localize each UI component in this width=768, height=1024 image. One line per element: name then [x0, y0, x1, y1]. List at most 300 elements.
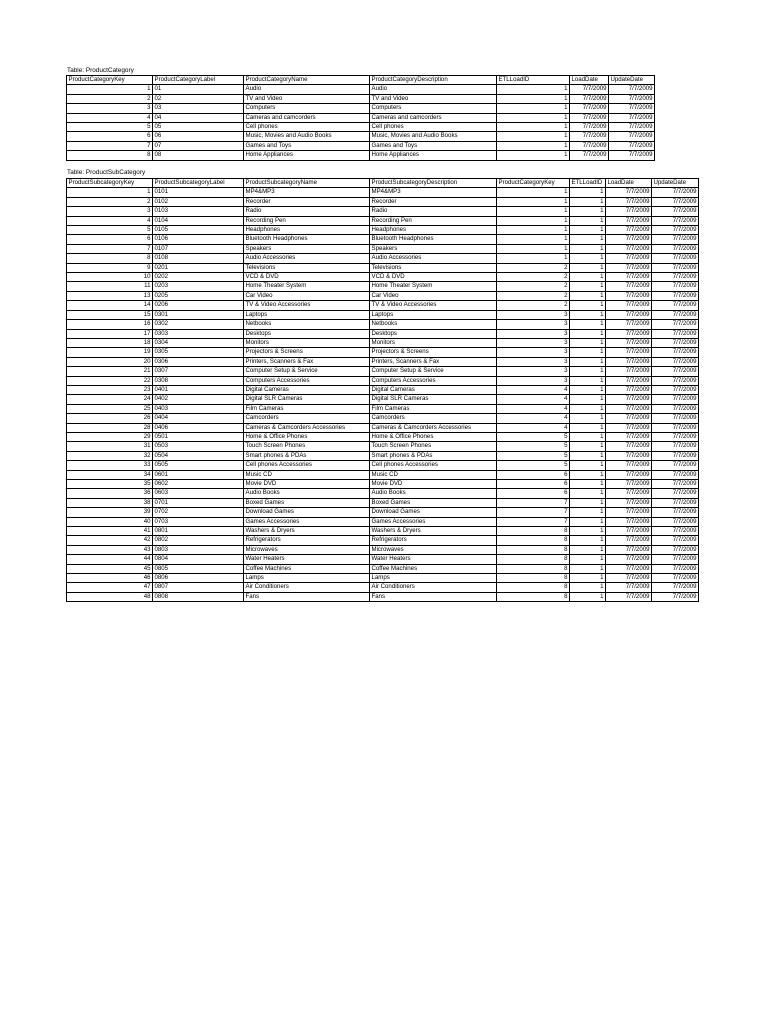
table-cell: 7/7/2009 [652, 395, 699, 404]
table-cell: 1 [570, 207, 606, 216]
table-cell: 1 [570, 348, 606, 357]
table-cell: VCD & DVD [370, 273, 497, 282]
table-cell: 0205 [153, 291, 244, 300]
table-cell: 24 [67, 395, 153, 404]
table-cell: Air Conditioners [244, 583, 370, 592]
table-cell: 7/7/2009 [652, 592, 699, 601]
table-cell: Coffee Machines [370, 564, 497, 573]
table-header-row [67, 179, 699, 188]
table-cell: 0307 [153, 367, 244, 376]
table-cell: 3 [497, 338, 570, 347]
table-cell: 7/7/2009 [652, 489, 699, 498]
table-cell: 7/7/2009 [606, 517, 652, 526]
table-cell: Music, Movies and Audio Books [244, 132, 370, 141]
table-cell: Film Cameras [370, 404, 497, 413]
table-cell: 7/7/2009 [570, 104, 609, 113]
table-cell: 7/7/2009 [606, 536, 652, 545]
table-cell: 0803 [153, 545, 244, 554]
table-cell: 7/7/2009 [606, 489, 652, 498]
table-cell: 7/7/2009 [606, 301, 652, 310]
table-cell: 7/7/2009 [652, 536, 699, 545]
table-cell: Movie DVD [244, 480, 370, 489]
table-cell: 06 [153, 132, 244, 141]
table-cell: 7/7/2009 [606, 357, 652, 366]
table-cell: 34 [67, 470, 153, 479]
table-cell: 0406 [153, 423, 244, 432]
table-cell: Computers Accessories [370, 376, 497, 385]
table-cell: 7/7/2009 [609, 123, 655, 132]
table-cell: 1 [497, 94, 570, 103]
table-row [67, 273, 699, 282]
table-cell: Home Theater System [244, 282, 370, 291]
table-cell: 0401 [153, 385, 244, 394]
table-cell: 7/7/2009 [606, 480, 652, 489]
table-cell: Games Accessories [370, 517, 497, 526]
table-cell: 1 [570, 188, 606, 197]
table-cell: 7/7/2009 [652, 564, 699, 573]
table-cell: 33 [67, 461, 153, 470]
table-cell: 4 [497, 414, 570, 423]
table-cell: Home Theater System [370, 282, 497, 291]
table-cell: 7/7/2009 [652, 216, 699, 225]
table-cell: Audio Accessories [244, 254, 370, 263]
table-cell: 1 [570, 226, 606, 235]
table-cell: 19 [67, 348, 153, 357]
header-product-subcategory-label: ProductSubcategoryLabel [153, 179, 244, 188]
table-cell: 1 [497, 197, 570, 206]
table-cell: 0403 [153, 404, 244, 413]
table-cell: 6 [67, 235, 153, 244]
table-cell: 16 [67, 320, 153, 329]
table-cell: 1 [570, 301, 606, 310]
table-cell: Desktops [244, 329, 370, 338]
table-cell: 43 [67, 545, 153, 554]
table-cell: 1 [570, 197, 606, 206]
table-cell: Water Heaters [370, 555, 497, 564]
table-cell: 45 [67, 564, 153, 573]
table-cell: 0402 [153, 395, 244, 404]
table-cell: Car Video [244, 291, 370, 300]
table-cell: 7/7/2009 [652, 329, 699, 338]
table-cell: 7/7/2009 [652, 461, 699, 470]
table-cell: Home Appliances [370, 151, 497, 160]
table-cell: 1 [570, 592, 606, 601]
table-cell: 1 [570, 583, 606, 592]
table-cell: 7/7/2009 [606, 592, 652, 601]
category-table-caption: Table: ProductCategory [67, 67, 134, 74]
table-cell: 7/7/2009 [570, 132, 609, 141]
header-product-category-label: ProductCategoryLabel [153, 76, 244, 85]
table-row [67, 536, 699, 545]
table-cell: Recording Pen [244, 216, 370, 225]
table-cell: 3 [497, 329, 570, 338]
table-cell: 0104 [153, 216, 244, 225]
table-cell: Digital Cameras [244, 385, 370, 394]
table-cell: 0108 [153, 254, 244, 263]
table-cell: 7/7/2009 [606, 310, 652, 319]
table-row [67, 141, 655, 150]
table-cell: 7/7/2009 [652, 574, 699, 583]
table-cell: 2 [497, 273, 570, 282]
table-cell: 7/7/2009 [606, 461, 652, 470]
table-cell: Music CD [244, 470, 370, 479]
table-cell: 21 [67, 367, 153, 376]
table-row [67, 376, 699, 385]
table-cell: 1 [570, 385, 606, 394]
table-cell: 07 [153, 141, 244, 150]
table-row [67, 404, 699, 413]
table-cell: MP4&MP3 [244, 188, 370, 197]
table-cell: 7/7/2009 [606, 414, 652, 423]
header-etl-load-id: ETLLoadID [570, 179, 606, 188]
table-cell: 7/7/2009 [606, 423, 652, 432]
table-row [67, 545, 699, 554]
table-cell: Digital Cameras [370, 385, 497, 394]
table-row [67, 385, 699, 394]
table-cell: 0808 [153, 592, 244, 601]
table-row [67, 197, 699, 206]
table-cell: 0301 [153, 310, 244, 319]
table-cell: 1 [570, 320, 606, 329]
table-cell: 1 [570, 498, 606, 507]
header-update-date: UpdateDate [652, 179, 699, 188]
table-row [67, 423, 699, 432]
table-cell: 1 [497, 235, 570, 244]
table-cell: 6 [497, 480, 570, 489]
table-cell: 1 [570, 404, 606, 413]
table-cell: Monitors [244, 338, 370, 347]
table-cell: 7/7/2009 [606, 226, 652, 235]
table-cell: 7/7/2009 [570, 85, 609, 94]
table-cell: Home & Office Phones [244, 432, 370, 441]
table-cell: 1 [570, 545, 606, 554]
table-cell: 7/7/2009 [652, 197, 699, 206]
table-cell: Desktops [370, 329, 497, 338]
table-cell: 46 [67, 574, 153, 583]
table-cell: 31 [67, 442, 153, 451]
table-cell: Radio [370, 207, 497, 216]
table-cell: Audio Books [370, 489, 497, 498]
table-cell: 0804 [153, 555, 244, 564]
table-cell: Camcorders [370, 414, 497, 423]
table-cell: 7/7/2009 [606, 527, 652, 536]
table-cell: 1 [570, 216, 606, 225]
table-cell: 7/7/2009 [606, 404, 652, 413]
table-cell: 7/7/2009 [652, 235, 699, 244]
table-cell: TV and Video [244, 94, 370, 103]
table-cell: 1 [570, 536, 606, 545]
table-cell: 7/7/2009 [652, 517, 699, 526]
table-cell: 1 [570, 263, 606, 272]
table-row [67, 527, 699, 536]
table-row [67, 555, 699, 564]
table-cell: 1 [570, 282, 606, 291]
header-product-subcategory-name: ProductSubcategoryName [244, 179, 370, 188]
table-cell: 1 [570, 254, 606, 263]
table-cell: Touch Screen Phones [244, 442, 370, 451]
table-cell: 47 [67, 583, 153, 592]
table-cell: 7/7/2009 [609, 94, 655, 103]
table-cell: 0304 [153, 338, 244, 347]
table-cell: 0302 [153, 320, 244, 329]
table-cell: 1 [67, 85, 153, 94]
table-cell: Movie DVD [370, 480, 497, 489]
table-row [67, 329, 699, 338]
header-load-date: LoadDate [606, 179, 652, 188]
table-cell: TV & Video Accessories [244, 301, 370, 310]
table-cell: 7/7/2009 [652, 404, 699, 413]
table-cell: Cameras and camcorders [370, 113, 497, 122]
table-row [67, 367, 699, 376]
table-cell: Refrigerators [244, 536, 370, 545]
table-row [67, 113, 655, 122]
table-cell: 0101 [153, 188, 244, 197]
table-cell: 38 [67, 498, 153, 507]
table-cell: 40 [67, 517, 153, 526]
header-product-category-description: ProductCategoryDescription [370, 76, 497, 85]
table-cell: 8 [497, 536, 570, 545]
table-cell: 1 [570, 376, 606, 385]
table-cell: Car Video [370, 291, 497, 300]
table-cell: 7/7/2009 [652, 207, 699, 216]
table-row [67, 263, 699, 272]
table-cell: 41 [67, 527, 153, 536]
table-cell: 7/7/2009 [606, 432, 652, 441]
table-cell: Camcorders [244, 414, 370, 423]
table-row [67, 414, 699, 423]
table-cell: Boxed Games [244, 498, 370, 507]
table-cell: 1 [570, 574, 606, 583]
table-cell: 7/7/2009 [606, 273, 652, 282]
table-row [67, 480, 699, 489]
table-cell: 7 [497, 498, 570, 507]
table-cell: 7/7/2009 [609, 104, 655, 113]
table-cell: Netbooks [244, 320, 370, 329]
table-cell: 1 [570, 480, 606, 489]
table-cell: 7/7/2009 [652, 527, 699, 536]
table-cell: 2 [497, 301, 570, 310]
table-cell: Home Appliances [244, 151, 370, 160]
table-cell: 5 [497, 432, 570, 441]
table-cell: 3 [67, 104, 153, 113]
table-cell: 1 [570, 508, 606, 517]
table-cell: 7/7/2009 [652, 301, 699, 310]
header-product-category-key: ProductCategoryKey [497, 179, 570, 188]
table-cell: Computers [244, 104, 370, 113]
table-cell: 1 [497, 207, 570, 216]
table-row [67, 574, 699, 583]
table-cell: Netbooks [370, 320, 497, 329]
table-cell: 7/7/2009 [606, 583, 652, 592]
table-cell: Headphones [244, 226, 370, 235]
table-cell: 5 [497, 442, 570, 451]
table-cell: 39 [67, 508, 153, 517]
table-cell: 0503 [153, 442, 244, 451]
table-cell: 28 [67, 423, 153, 432]
table-cell: 7/7/2009 [606, 244, 652, 253]
table-cell: 29 [67, 432, 153, 441]
table-cell: 03 [153, 104, 244, 113]
table-cell: Water Heaters [244, 555, 370, 564]
table-cell: 7 [497, 508, 570, 517]
table-cell: 7/7/2009 [652, 545, 699, 554]
table-cell: 10 [67, 273, 153, 282]
table-cell: Computers Accessories [244, 376, 370, 385]
table-cell: 0801 [153, 527, 244, 536]
table-cell: 0305 [153, 348, 244, 357]
table-cell: Boxed Games [370, 498, 497, 507]
table-row [67, 254, 699, 263]
table-cell: 02 [153, 94, 244, 103]
table-cell: 8 [497, 555, 570, 564]
table-row [67, 320, 699, 329]
table-cell: 0501 [153, 432, 244, 441]
table-cell: 7/7/2009 [652, 348, 699, 357]
table-cell: 0702 [153, 508, 244, 517]
table-cell: 7/7/2009 [606, 320, 652, 329]
table-cell: 13 [67, 291, 153, 300]
table-cell: 44 [67, 555, 153, 564]
table-cell: Computer Setup & Service [370, 367, 497, 376]
table-cell: VCD & DVD [244, 273, 370, 282]
header-update-date: UpdateDate [609, 76, 655, 85]
table-cell: 7/7/2009 [652, 480, 699, 489]
table-cell: Digital SLR Cameras [244, 395, 370, 404]
table-cell: 0802 [153, 536, 244, 545]
table-cell: 7/7/2009 [652, 338, 699, 347]
table-cell: Recorder [244, 197, 370, 206]
table-cell: 15 [67, 310, 153, 319]
table-cell: 1 [570, 527, 606, 536]
table-cell: 3 [497, 348, 570, 357]
table-cell: 0806 [153, 574, 244, 583]
table-cell: Televisions [370, 263, 497, 272]
table-row [67, 517, 699, 526]
table-cell: Audio Books [244, 489, 370, 498]
table-cell: 6 [497, 489, 570, 498]
table-cell: Fans [244, 592, 370, 601]
table-cell: Cell phones Accessories [370, 461, 497, 470]
table-cell: Home & Office Phones [370, 432, 497, 441]
table-cell: 25 [67, 404, 153, 413]
table-cell: 3 [497, 357, 570, 366]
table-cell: Computers [370, 104, 497, 113]
table-cell: Recording Pen [370, 216, 497, 225]
table-cell: 7/7/2009 [652, 254, 699, 263]
table-cell: 7/7/2009 [652, 555, 699, 564]
table-cell: 1 [497, 226, 570, 235]
table-cell: 7/7/2009 [652, 310, 699, 319]
table-cell: 8 [497, 574, 570, 583]
table-cell: 7 [67, 244, 153, 253]
table-cell: Smart phones & PDAs [244, 451, 370, 460]
table-row [67, 489, 699, 498]
table-cell: 8 [497, 527, 570, 536]
table-cell: 22 [67, 376, 153, 385]
table-cell: Games and Toys [244, 141, 370, 150]
table-cell: 7/7/2009 [652, 263, 699, 272]
table-cell: 1 [570, 461, 606, 470]
table-row [67, 395, 699, 404]
table-cell: 1 [497, 132, 570, 141]
table-cell: 8 [497, 545, 570, 554]
table-cell: 2 [497, 291, 570, 300]
table-cell: 7/7/2009 [606, 188, 652, 197]
table-cell: Washers & Dryers [370, 527, 497, 536]
table-cell: 05 [153, 123, 244, 132]
table-row [67, 244, 699, 253]
table-cell: 1 [570, 451, 606, 460]
header-etl-load-id: ETLLoadID [497, 76, 570, 85]
table-cell: Projectors & Screens [370, 348, 497, 357]
table-cell: 7/7/2009 [606, 545, 652, 554]
table-cell: Bluetooth Headphones [244, 235, 370, 244]
table-cell: Download Games [370, 508, 497, 517]
table-cell: 1 [570, 367, 606, 376]
table-cell: 1 [497, 123, 570, 132]
table-cell: 3 [497, 310, 570, 319]
table-cell: 7/7/2009 [606, 263, 652, 272]
table-cell: 7/7/2009 [570, 123, 609, 132]
table-cell: 7/7/2009 [570, 141, 609, 150]
table-cell: 7/7/2009 [609, 113, 655, 122]
table-cell: 08 [153, 151, 244, 160]
table-cell: 7/7/2009 [652, 244, 699, 253]
table-cell: 7/7/2009 [606, 207, 652, 216]
table-cell: 1 [570, 423, 606, 432]
header-product-category-name: ProductCategoryName [244, 76, 370, 85]
table-cell: 1 [570, 414, 606, 423]
table-cell: Laptops [370, 310, 497, 319]
table-cell: 1 [570, 395, 606, 404]
table-row [67, 151, 655, 160]
table-cell: Audio Accessories [370, 254, 497, 263]
table-cell: 7/7/2009 [606, 508, 652, 517]
table-cell: 2 [497, 282, 570, 291]
table-cell: 5 [67, 123, 153, 132]
table-cell: 8 [67, 254, 153, 263]
table-cell: 7/7/2009 [606, 329, 652, 338]
table-cell: Microwaves [244, 545, 370, 554]
table-header-row [67, 76, 655, 85]
table-cell: Coffee Machines [244, 564, 370, 573]
subcategory-table-caption: Table: ProductSubCategory [67, 169, 146, 176]
table-row [67, 226, 699, 235]
table-cell: 1 [570, 273, 606, 282]
table-cell: 7/7/2009 [606, 395, 652, 404]
header-load-date: LoadDate [570, 76, 609, 85]
table-cell: 1 [497, 254, 570, 263]
table-cell: 0601 [153, 470, 244, 479]
table-cell: 1 [570, 432, 606, 441]
table-cell: 3 [67, 207, 153, 216]
table-row [67, 470, 699, 479]
table-cell: 1 [497, 244, 570, 253]
product-category-rows [67, 85, 655, 160]
table-cell: 18 [67, 338, 153, 347]
table-cell: 1 [497, 216, 570, 225]
table-cell: 4 [497, 395, 570, 404]
table-row [67, 357, 699, 366]
table-cell: 0701 [153, 498, 244, 507]
table-cell: 35 [67, 480, 153, 489]
table-row [67, 301, 699, 310]
table-row [67, 498, 699, 507]
table-row [67, 348, 699, 357]
table-cell: 7/7/2009 [652, 432, 699, 441]
table-cell: Radio [244, 207, 370, 216]
table-cell: TV and Video [370, 94, 497, 103]
